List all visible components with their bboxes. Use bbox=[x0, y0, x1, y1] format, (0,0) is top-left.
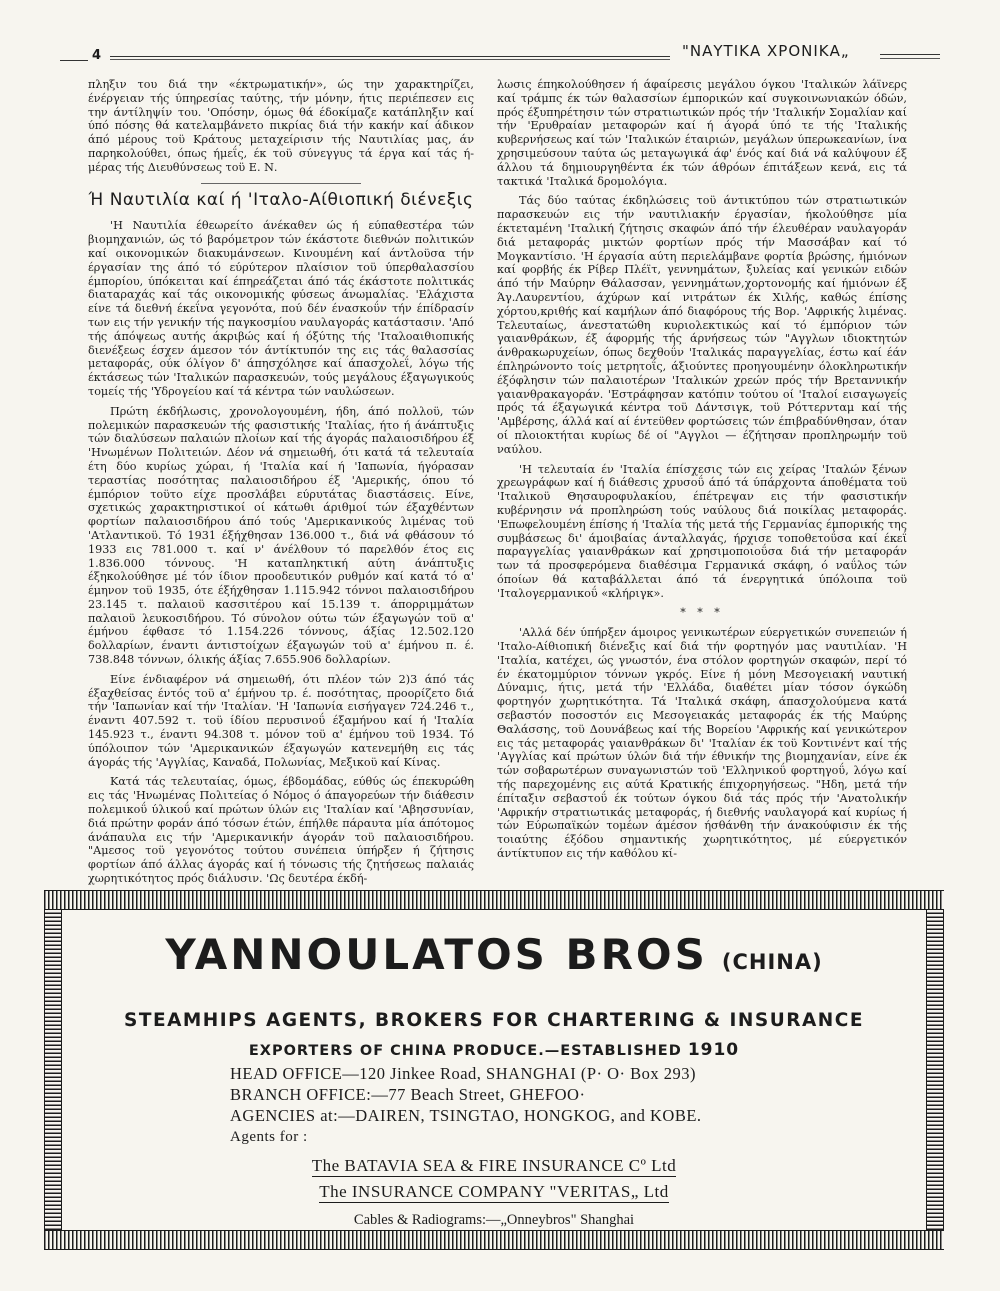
ad-agent-batavia bbox=[62, 1156, 926, 1176]
article-paragraph: 'Η τελευταία έν 'Ιταλία έπίσχεσις τών εις χείρας 'Ιταλών ξένων χρεωγράφων καί ή διάθεσις χρυσοΰ άπό τά ύπάρχοντα άποθέματα τοϋ 'Ιταλικοϋ Θησαυροφυλακίου, έπέτρεψαν εις τήν φασιστικήν κυβέρνησιν νά προπληρώση τούς ναύλους διά ποικίλας μεταφοράς. 'Επωφελουμένη έπίσης ή 'Ιταλία τής μετά τής Γερμανίας έμπορικής της συμβάσεως δι' άμοιβαίας άνταλλαγάς, ήρχισε τοποθετοΰσα καί έκεΐ παραγγελίας γαιανθράκων καί χρησιμοποιοΰσα διά τήν μεταφοράν των τά προσφερόμενα διαθέσιμα Γερμανικά σκάφη, ό ναΰλος τών όποίων θά καταβάλλεται άπό τά ένεργητικά ύπόλοιπα τοϋ 'Ιταλογερμανικοΰ «κλήριγκ». bbox=[497, 462, 907, 600]
header-rule-right bbox=[880, 54, 940, 55]
header-rule-left-thin bbox=[110, 59, 670, 60]
ad-agencies: AGENCIES at:—DAIREN, TSINGTAO, HONGKOG, and KOBE. bbox=[230, 1106, 702, 1125]
ad-services: STEAMHIPS AGENTS, BROKERS FOR CHARTERING & INSURANCE bbox=[124, 1010, 864, 1031]
ad-company-suffix: (CHINA) bbox=[721, 950, 823, 974]
article-paragraph: 'Η Ναυτιλία έθεωρείτο άνέκαθεν ώς ή εύπαθεστέρα τών βιομηχανιών, ώς τό βαρόμετρον τών έκάστοτε διεθνών πολιτικών καί οικονομικών διακυμάνσεων. Κινουμένη καί άντλοϋσα τήν έργασίαν της άπό τό εύρύτερον πλαίσιον τοϋ ύπερθαλασσίου έμπορίου, ύπόκειται καί έπηρεάζεται άπό τάς έκάστοτε πολιτικάς διαταραχάς καί τάς οικονομικής φύσεως άνωμαλίας. 'Ελάχιστα είνε τά διεθνή έκεΐνα γεγονότα, πού δέν ένασκοΰν τήν έπίδρασίν των εις τήν γενικήν τής παγκοσμίου ναυλαγοράς κατάστασιν. 'Από τής άπόψεως αυτής άκριβώς καί ή όξύτης τής 'Ιταλοαιθιοπικής διενέξεως έσχεν άμεσον τόν άντίκτυπόν της εις τάς θαλασσίας μεταφοράς, ούκ όλίγον δ' άπησχόλησε καί άπασχολεΐ, λόγω τής έκτάσεως τών 'Ιταλικών παρασκευών, τούς μεγάλους έξαγωγικούς τομείς τής 'Υδρογείου καί τά κέντρα τών ναυλώσεων. bbox=[88, 219, 474, 398]
ad-border-bottom bbox=[44, 1230, 944, 1250]
header-rule-short bbox=[60, 60, 88, 61]
article-paragraph: Τάς δύο ταύτας έκδηλώσεις τοϋ άντικτύπου τών στρατιωτικών παρασκευών εις τήν ναυτιλιακήν έργασίαν, ήκολούθησε μία έκτεταμένη 'Ιταλική ζήτησις σκαφών άπό τήν έλευθέραν ναυλαγοράν διά μεταφοράς μικτών φορτίων πρός τήν Μασσάβαν καί τό Μογκαντίσιο. 'Η έργασία αύτη περιελάμβανε φορτία βρώσης, ήμιόνων καί φορβής έκ Ρίβερ Πλέϊτ, γεννημάτων, ξυλείας καί γενικών ειδών άπό τήν Μαύρην Θάλασσαν, γεννημάτων,χορτονομής καί ήμιόνων έξ Άγ.Λαυρεντίου, άχύρων καί νιτράτων έκ Χιλής, καθώς έπίσης χόρτου,κριθής καί καμήλων άπό διαφόρους τής Βορ. 'Αφρικής λιμένας. Τελευταίως, άνεστατώθη κυριολεκτικώς καί τό έμπόριον τών γαιανθράκων, έξ άφορμής τής άρνήσεως τών "Αγγλων ιδιοκτητών άνθρακωρυχείων, όπως δεχθοΰν 'Ιταλικάς παραγγελίας, έστω καί έάν έπληρώνοντο τοίς μετρητοΐς, άξιούντες προηγουμένην όλοκληρωτικήν έξόφλησιν τών παλαιοτέρων 'Ιταλικών χρεών πρός τήν Βρεταννικήν γαιανθρακαγοράν. 'Εστράφησαν κατόπιν τούτου οί 'Ιταλοί εισαγωγείς πρός τά έξαγωγικά κέντρα τοϋ Δάντσιγκ, τοϋ Ρόττερνταμ καί τής 'Αμβέρσης, άλλά καί αί έντεϋθεν φορτώσεις τών έπιβραδύνθησαν, όταν οί πλοιοκτήται κυρίως δέ οί "Αγγλοι — έζήτησαν προπληρωμήν τοϋ ναύλου. bbox=[497, 194, 907, 456]
advertisement bbox=[44, 890, 944, 1250]
ad-exporters bbox=[62, 1040, 926, 1060]
article-paragraph: λωσις έπηκολούθησεν ή άφαίρεσις μεγάλου όγκου 'Ιταλικών λάϊνερς καί τράμπς έκ τών θαλασσίων έμπορικών καί συγκοινωνιακών όδών, πρός έξυπηρέτησιν τών στρατιωτικών πρός τήν 'Ιταλικήν Σομαλίαν καί τήν 'Ερυθραίαν μεταφορών καί ή άγορά ύπό τε τής 'Ιταλικής κυβερνήσεως καί τών 'Ιταλικών έταιριών, μεγάλων ύπερωκεανίων, ίνα χρησιμεύσουν ταύτα ώς μεταγωγικά άφ' ένός καί διά νά καλύψουν έξ άλλου τά δημιουργηθέντα έκ τών άθρόων έπιτάξεων κενά, εις τά τακτικά 'Ιταλικά δρομολόγια. bbox=[497, 78, 907, 188]
ad-agent-veritas-text: The INSURANCE COMPANY "VERITAS„ Ltd bbox=[319, 1182, 669, 1201]
ad-border-right bbox=[926, 910, 944, 1230]
section-separator: * * * bbox=[680, 606, 724, 620]
publication-title: "ΝΑΥΤΙΚΑ ΧΡΟΝΙΚΑ„ bbox=[682, 42, 850, 60]
ad-head-office: HEAD OFFICE—120 Jinkee Road, SHANGHAI (P· O· Box 293) bbox=[230, 1064, 697, 1083]
article-paragraph: Κατά τάς τελευταίας, όμως, έβδομάδας, εύθύς ώς έπεκυρώθη εις τάς 'Ηνωμένας Πολιτείας ό Νόμος ό άπαγορεύων τήν διάθεσιν πολεμικοΰ ύλικοΰ καί πρώτων ύλών εις 'Ιταλίαν καί 'Αβησσυνίαν, διά πρώτην φοράν άπό τόσων έτών, έπήλθε πάραυτα μία άπότομος άνάπαυλα εις τήν 'Αμερικανικήν άγοράν τοϋ παλαιοσιδήρου. "Αμεσος τοϋ γεγονότος τούτου συνέπεια ύπήρξεν ή ζήτησις φορτίων άπό άλλας άγοράς καί ή τόνωσις τής ζητήσεως παλαιάς χωρητικότητος πρός διάλυσιν. 'Ως δευτέρα έκδή- bbox=[88, 775, 474, 886]
ad-border-left bbox=[44, 910, 62, 1230]
header-rule-right-thin bbox=[880, 58, 940, 59]
ad-agent-batavia-text: The BATAVIA SEA & FIRE INSURANCE Cº Ltd bbox=[311, 1156, 677, 1175]
ad-branch-office: BRANCH OFFICE:—77 Beach Street, GHEFOO· bbox=[230, 1085, 586, 1104]
left-column bbox=[88, 78, 474, 892]
intro-paragraph: πληξιν του διά την «έκτρωματικήν», ώς την χαρακτηρίζει, ένέργειαν τής ύπηρεσίας ταύτης, τήν μόνην, ήτις περιέπεσεν εις την άντίληψίν του. 'Οπόσην, όμως θά έδοκίμαζε κατάπληξιν καί ύπό πόσης θά κατελαμβάνετο πικρίας διά τήν κακήν καί άδικον άπό μέρους τοϋ Κράτους μεταχείρισιν τής Ναυτιλίας μας, άν παρηκολούθει, όπως ήμεΐς, έκ τοϋ σύνεγγυς τά έργα καί τάς ή-μέρας τής Διευθύνσεως τοϋ Ε. Ν. bbox=[88, 78, 474, 174]
section-divider bbox=[201, 183, 361, 184]
ad-exporters-text: EXPORTERS OF CHINA PRODUCE.—ESTABLISHED bbox=[248, 1043, 682, 1059]
ad-content bbox=[62, 910, 926, 1230]
article-paragraph: Είνε ένδιαφέρον νά σημειωθή, ότι πλέον τών 2)3 άπό τάς έξαχθείσας έντός τοϋ α' έμήνου τρ. έ. ποσότητας, προορίζετο διά τήν 'Ιαπωνίαν καί τήν 'Ιταλίαν. 'Η 'Ιαπωνία εισήγαγεν 724.246 τ., έναντι 407.592 τ. τοϋ ίδίου περυσινοΰ έξαμήνου καί ή 'Ιταλία 145.923 τ., έναντι 94.308 τ. μόνον τοϋ α' έμήνου τοϋ 1934. Τό ύπόλοιπον τών 'Αμερικανικών έξαγωγών κατενεμήθη εις τάς άγοράς τής 'Αγγλίας, Καναδά, Πολωνίας, Μεξικοϋ καί Κίνας. bbox=[88, 672, 474, 769]
header-rule-left bbox=[110, 56, 670, 57]
right-column bbox=[497, 78, 907, 867]
ad-agent-veritas bbox=[62, 1182, 926, 1202]
ad-border-top bbox=[44, 890, 944, 910]
ad-company-name bbox=[62, 930, 926, 979]
ad-established-year: 1910 bbox=[687, 1040, 740, 1060]
ad-company: YANNOULATOS BROS bbox=[165, 930, 708, 979]
page-number: 4 bbox=[92, 48, 102, 63]
ad-cables: Cables & Radiograms:—„Onneybros" Shanghai bbox=[353, 1212, 635, 1228]
article-paragraph: Πρώτη έκδήλωσις, χρονολογουμένη, ήδη, άπό πολλοϋ, τών πολεμικών παρασκευών τής φασιστικής 'Ιταλίας, ήτο ή άνάπτυξις τών διαλύσεων παλαιών πλοίων καί τής άγοράς παλαιοσιδήρου έξ 'Ηνωμένων Πολιτειών. Δέον νά σημειωθή, ότι κατά τά τελευταία έτη δύο κυρίως χώραι, ή 'Ιταλία καί ή 'Ιαπωνία, ήγόρασαν τεραστίας ποσότητας παλαιοσιδήρου έξ 'Αμερικής, όπου τό έμπόριον τοϋτο είχε προσλάβει εύρυτάτας διαστάσεις. Είνε, σχετικώς χαρακτηριστικοί οί κάτωθι άριθμοί τών έξαχθέντων φορτίων παλαιοσιδήρου άπό τούς 'Αμερικανικούς λιμένας τοϋ 'Ατλαντικοϋ. Τό 1931 έξήχθησαν 136.000 τ., διά νά φθάσουν τό 1933 εις 781.000 τ. καί ν' άνέλθουν τό παρελθόν έτος εις 1.836.000 τόννους. 'Η καταπληκτική αύτη άνάπτυξις έξηκολούθησε μέ τόν ίδιον προοδευτικόν ρυθμόν καί κατά τό α' έμηνον τοϋ 1935, ότε έξήχθησαν 1.115.942 τόννοι παλαιοσιδήρου 23.145 τ. παλαιοϋ κασσιτέρου καί 15.139 τ. άπορριμμάτων παλαιοϋ λευκοσιδήρου. Τό σύνολον ούτω τών έξαγωγών τοϋ α' έμήνου έφθασε τό 1.154.226 τόννους, άξίας 12.502.120 δολλαρίων, έναντι άντιστοίχων έξαγωγών τοϋ α' έμήνου π. έ. 738.848 τόννων, όλικής άξίας 7.655.906 δολλαρίων. bbox=[88, 404, 474, 667]
page-header bbox=[60, 40, 940, 66]
article-paragraph: 'Αλλά δέν ύπήρξεν άμοιρος γενικωτέρων εύεργετικών συνεπειών ή 'Ιταλο-Αίθιοπική διένεξις καί διά τήν φορτηγόν μας ναυτιλίαν. 'Η 'Ιταλία, κατέχει, ώς γνωστόν, ένα στόλον φορτηγών σκαφών, περί τό έν έκατομμύριον τόννων γκρός. Είνε ή μόνη Μεσογειακή ναυτική Δύναμις, ήτις, μετά τήν 'Ελλάδα, διαθέτει μίαν τόσον όγκώδη φορτηγόν χωρητικότητα. Τά 'Ιταλικά σκάφη, άπασχολούμενα κατά σεβαστόν ποσοστόν εις Μεσογειακάς μεταφοράς έκ τής Μαύρης Θαλάσσης, τοϋ Δουνάβεως καί τής Βορείου 'Αφρικής καί γενικώτερον εις τάς μεταφοράς γαιανθράκων δι' 'Ιταλίαν έκ τοϋ Κοντινέντ καί τής 'Αγγλίας καί πρώτων ύλών διά τήν έθνικήν της βιομηχανίαν, είνε έκ τών σοβαρωτέρων συναγωνιστών τοϋ 'Ελληνικοΰ φορτηγοΰ, λόγω καί τής παρεχομένης εις αύτά Κρατικής έπιχορηγήσεως. "Ηδη, μετά τήν έπίταξιν σεβαστοΰ έκ τούτων όγκου διά τάς πρός τήν 'Ανατολικήν 'Αφρικήν στρατιωτικάς μεταφοράς, ή διεθνής ναυλαγορά καί κυρίως ή τών Εύρωπαϊκών τομέων άμέσον ήσθάνθη τήν άνακούφισιν έκ τής τοιαύτης έξόδου σημαντικής χωρητικότητος, μέ εύεργετικόν άντίκτυπον εις τήν καθόλου κί- bbox=[497, 626, 907, 861]
ad-agents-for: Agents for : bbox=[230, 1129, 308, 1145]
article-title: Ή Ναυτιλία καί ή 'Ιταλο-Αίθιοπική διένεξις bbox=[88, 189, 474, 210]
